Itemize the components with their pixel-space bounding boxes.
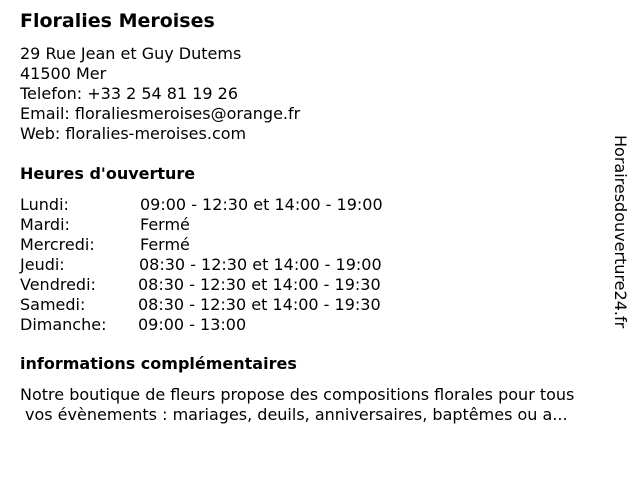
hours-time: Fermé <box>140 235 190 254</box>
hours-day: Mardi: <box>20 215 70 234</box>
opening-hours-heading: Heures d'ouverture <box>20 164 196 183</box>
address-city: 41500 Mer <box>20 64 107 83</box>
hours-day: Dimanche: <box>20 315 107 334</box>
hours-time: 08:30 - 12:30 et 14:00 - 19:00 <box>139 255 382 274</box>
site-watermark: Horairesdouverture24.fr <box>611 135 630 329</box>
hours-day: Jeudi: <box>20 255 65 274</box>
description-line: Notre boutique de fleurs propose des compositions florales pour tous <box>20 385 575 404</box>
hours-day: Vendredi: <box>20 275 96 294</box>
business-name: Floralies Meroises <box>20 10 215 32</box>
hours-day: Samedi: <box>20 295 86 314</box>
hours-day: Mercredi: <box>20 235 95 254</box>
email-text: Email: floraliesmeroises@orange.fr <box>20 104 301 123</box>
hours-time: 08:30 - 12:30 et 14:00 - 19:30 <box>138 275 381 294</box>
hours-time: 09:00 - 13:00 <box>138 315 247 334</box>
hours-time: Fermé <box>140 215 190 234</box>
hours-time: 09:00 - 12:30 et 14:00 - 19:00 <box>140 195 383 214</box>
description-line: vos évènements : mariages, deuils, anniversaires, baptêmes ou a... <box>25 405 568 424</box>
business-contact <box>20 44 300 144</box>
hours-time: 08:30 - 12:30 et 14:00 - 19:30 <box>138 295 381 314</box>
web-text: Web: floralies-meroises.com <box>20 124 247 143</box>
additional-info-text <box>20 385 632 425</box>
address-street: 29 Rue Jean et Guy Dutems <box>20 44 242 63</box>
hours-day: Lundi: <box>20 195 69 214</box>
additional-info-heading: informations complémentaires <box>20 354 297 373</box>
phone-text: Telefon: +33 2 54 81 19 26 <box>20 84 239 103</box>
